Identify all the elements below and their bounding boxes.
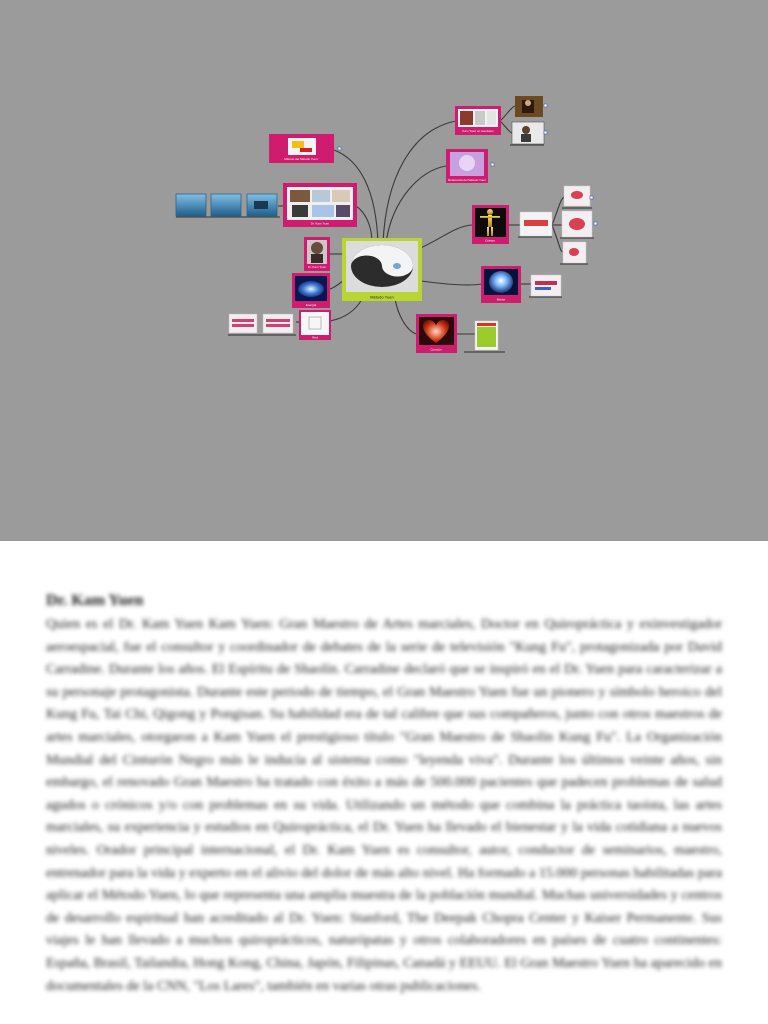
cuerpo-card-2[interactable]: [562, 211, 592, 237]
node-corazon[interactable]: [416, 314, 457, 353]
connector-obra: [386, 166, 446, 243]
connector-corazon: [395, 299, 416, 334]
mente-card[interactable]: [531, 275, 561, 296]
node-obra-label: Referencia del Método Yuen: [448, 178, 486, 182]
connector-tv-thumb1: [500, 106, 515, 121]
node-mente-label: Mente: [496, 297, 506, 302]
node-tv[interactable]: [455, 106, 501, 135]
cuerpo-card-main[interactable]: [520, 212, 552, 236]
node-corazon-label: Corazón: [430, 347, 442, 352]
tv-thumbnail-1[interactable]: [515, 96, 543, 117]
node-obra[interactable]: [446, 149, 488, 183]
tv-screens-group[interactable]: [176, 194, 277, 216]
connector-tv-thumb2: [500, 121, 512, 133]
connector-red: [330, 299, 362, 321]
node-docs[interactable]: [269, 134, 334, 163]
node-red-label: Red: [312, 335, 318, 340]
node-mente[interactable]: [481, 266, 521, 303]
red-card-1[interactable]: [229, 314, 257, 333]
connector-energia: [330, 280, 344, 289]
node-energia[interactable]: [292, 273, 330, 308]
node-cuerpo[interactable]: [472, 205, 509, 244]
corazon-card[interactable]: [475, 321, 498, 350]
node-docs-label: Método del Método Yuen: [284, 157, 318, 161]
globe-icon: [459, 155, 475, 171]
node-retrato-label: Dr. Kam Yuen: [307, 265, 327, 269]
red-card-2[interactable]: [263, 314, 293, 333]
connector-mosaic: [356, 206, 372, 243]
node-mosaic[interactable]: [283, 183, 357, 227]
node-retrato[interactable]: [304, 237, 330, 271]
portrait-icon: [311, 242, 323, 254]
connector-cuerpo: [416, 225, 472, 250]
node-tv-label: Kam Yuen en televisión: [462, 129, 494, 133]
connector-tv: [383, 121, 456, 243]
tv-thumbnail-2[interactable]: [512, 122, 544, 144]
cuerpo-card-3[interactable]: [563, 242, 586, 263]
node-mosaic-label: Dr. Kam Yuen: [310, 221, 330, 226]
glowing-head-icon: [489, 271, 513, 293]
document-title: Dr. Kam Yuen: [46, 592, 144, 609]
document-panel: [46, 592, 722, 998]
center-node-label: Método Yuen: [370, 294, 394, 300]
tv-screens-icon: [460, 111, 473, 125]
node-energia-label: Energía: [305, 303, 317, 307]
cuerpo-card-1[interactable]: [564, 186, 590, 206]
connector-mente: [421, 281, 482, 285]
node-red[interactable]: [299, 310, 331, 340]
node-cuerpo-label: Cuerpo: [485, 238, 495, 243]
energy-ring-icon: [298, 281, 324, 297]
yin-yang-icon: [351, 245, 413, 287]
document-body: Quien es el Dr. Kam Yuen Kam Yuen: Gran Maestro de Artes marciales, Doctor en Quiropráctica y exinvestigador aeroespacial, fue el consultor y coordinador de debates de la serie de televisión "Kung Fu", protagonizada por David Carradine. Durante los años. El Espíritu de Shaolín. Carradine declaró que se inspiró en el Dr. Yuen para caracterizar a su personaje protagonista. Durante este periodo de tiempo, el Gran Maestro Yuen fue un pionero y símbolo heroico del Kung Fu, Tai Chi, Qigong y Pongisan. Su habilidad era de tal calibre que sus compañeros, junto con otros maestros de artes marciales, otorgaron a Kam Yuen el prestigioso título "Gran Maestro de Shaolín Kung Fu". La Organización Mundial del Cinturón Negro más le inducía al sistema como "leyenda viva". Durante los últimos veinte años, sin embargo, el renovado Gran Maestro ha tratado con éxito a más de 500.000 pacientes que padecen problemas de salud agudos o crónicos y/o con problemas en su vida. Utilizando un método que combina la práctica taoísta, las artes marciales, su experiencia y estudios en Quiropráctica, el Dr. Yuen ha llevado el bienestar y la vida cotidiana a nuevos niveles. Orador principal internacional, el Dr. Kam Yuen es consultor, autor, conductor de seminarios, maestro, entrenador para la vida y experto en el alivio del dolor de más alto nivel. Ha formado a 15.000 personas habilitadas para aplicar el Método Yuen, lo que representa una amplia muestra de la población mundial. Muchas universidades y centros de desarrollo espiritual han acreditado al Dr. Yuen: Stanford, The Deepak Chopra Center y Kaiser Permanente. Sus viajes le han llevado a muchos quiroprácticos, naturópatas y otros colaboradores en países de cuatro continentes: España, Brasil, Tailandia, Hong Kong, China, Japón, Filipinas, Canadá y EEUU. El Gran Maestro Yuen ha aparecido en documentales de la CNN, "Los Lares", también en varias otras publicaciones.: [46, 617, 722, 994]
center-node[interactable]: [342, 238, 422, 301]
